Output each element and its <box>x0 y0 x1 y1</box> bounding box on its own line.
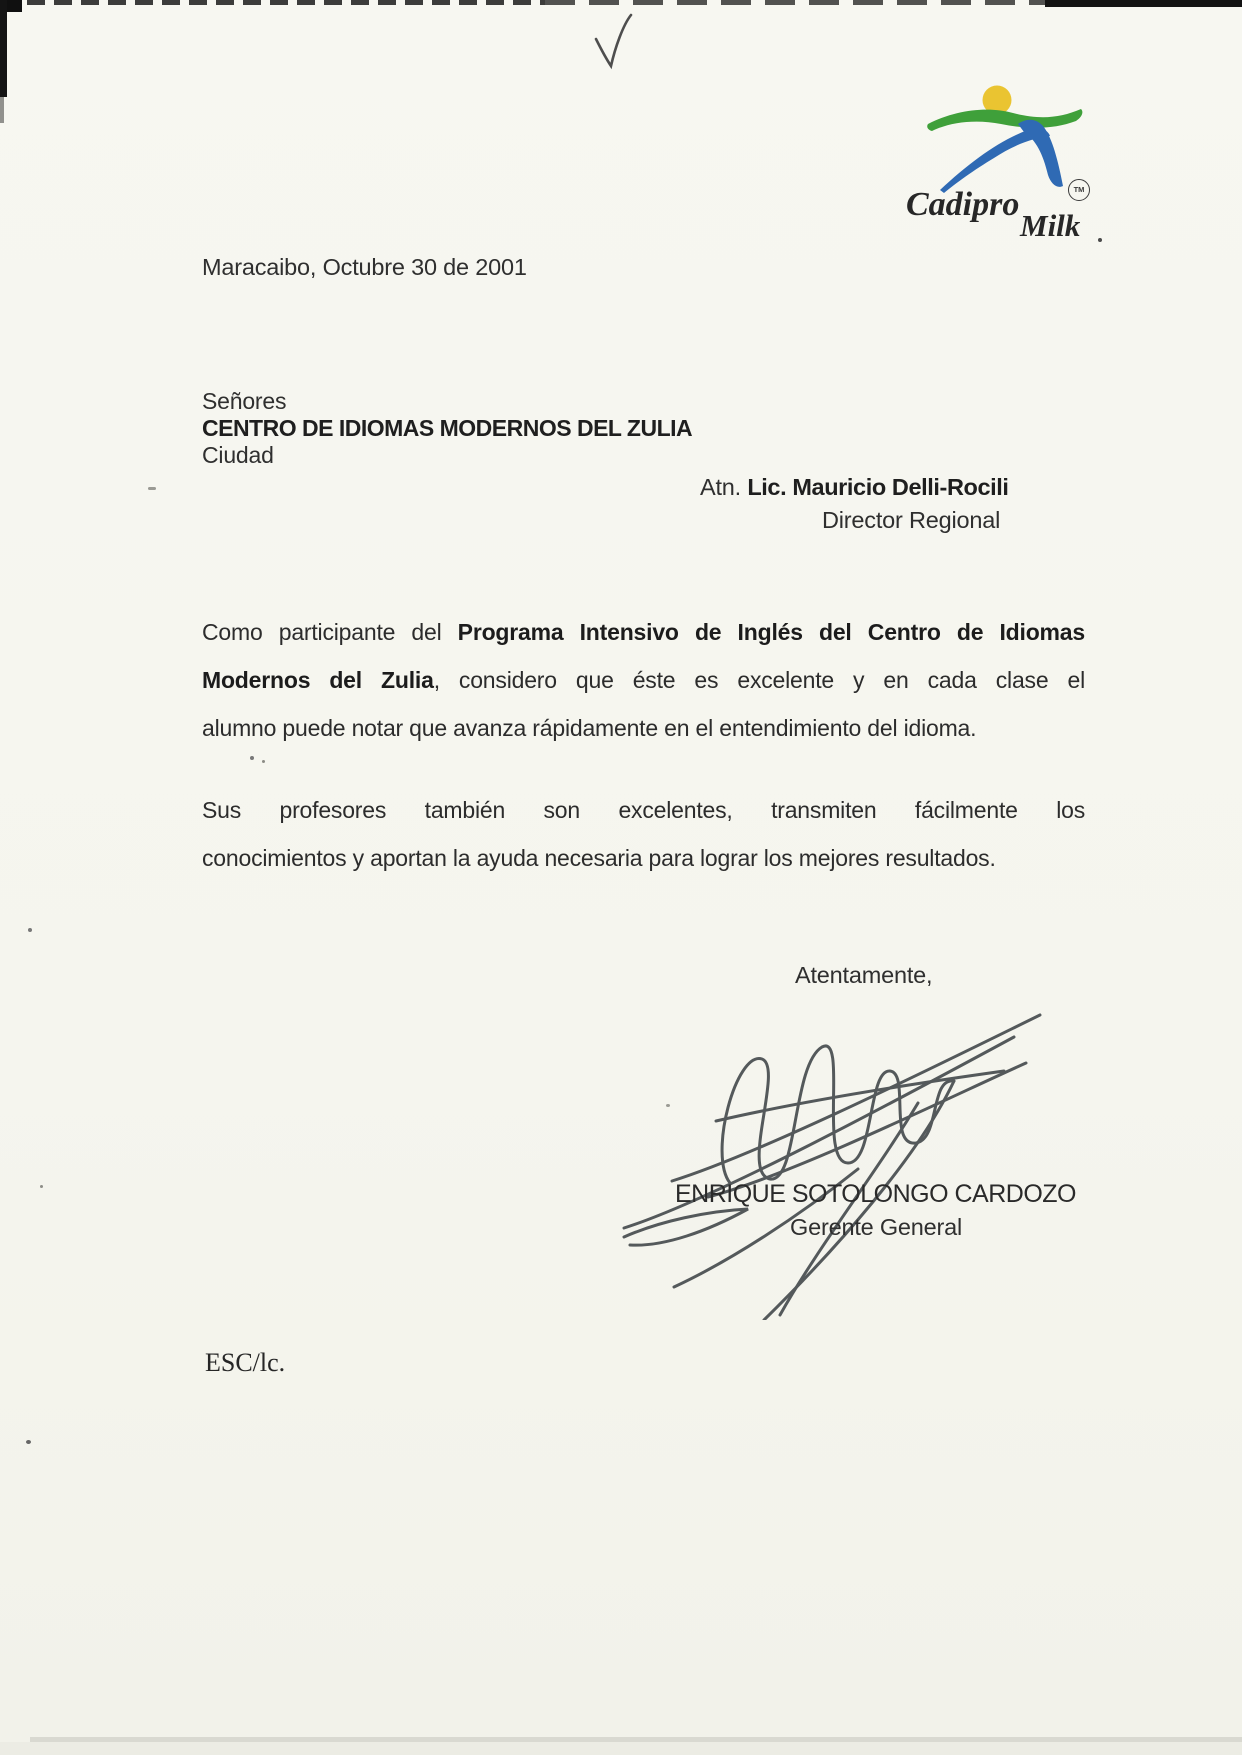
scan-artifact-bottom-edge <box>0 1742 1242 1755</box>
body-line <box>202 608 1085 656</box>
handwritten-checkmark-icon <box>592 12 634 70</box>
valediction: Atentamente, <box>795 962 933 988</box>
body-text: , considero que éste es excelente y en cada clase el <box>433 667 1085 693</box>
scan-speck <box>666 1104 670 1107</box>
scan-artifact-left-edge <box>0 0 7 97</box>
body-line: conocimientos y aportan la ayuda necesaria para lograr los mejores resultados. <box>202 845 996 871</box>
body-paragraph-1 <box>202 608 1085 752</box>
scan-artifact-left-edge-2 <box>0 97 4 123</box>
scan-speck <box>40 1185 43 1188</box>
body-text-bold: Modernos del Zulia <box>202 667 434 693</box>
dateline: Maracaibo, Octubre 30 de 2001 <box>202 254 527 280</box>
signer-name: ENRIQUE SOTOLONGO CARDOZO <box>675 1180 1076 1208</box>
reference-initials: ESC/lc. <box>205 1348 286 1377</box>
brand-period-dot <box>1098 238 1102 242</box>
trademark-badge: TM <box>1068 179 1090 201</box>
body-line <box>202 656 1085 704</box>
brand-name-primary: Cadipro <box>906 186 1020 223</box>
scan-speck <box>148 487 156 490</box>
body-line: Sus profesores también son excelentes, transmiten fácilmente los <box>202 797 1085 823</box>
recipient-organization: CENTRO DE IDIOMAS MODERNOS DEL ZULIA <box>202 415 693 441</box>
attention-title: Director Regional <box>822 507 1001 533</box>
cadipro-logo <box>900 80 1115 260</box>
signature-scribble <box>612 985 1052 1320</box>
body-line: alumno puede notar que avanza rápidamente en el entendimiento del idioma. <box>202 715 977 741</box>
brand-name-secondary: Milk <box>1020 208 1081 243</box>
logo-blue-swoosh-hook-icon <box>1018 120 1063 187</box>
scan-speck <box>26 1440 31 1444</box>
signer-title: Gerente General <box>790 1214 963 1240</box>
logo-green-wave-icon <box>927 109 1082 131</box>
body-text-bold: Programa Intensivo de Inglés del Centro de Idiomas <box>457 619 1085 645</box>
scan-speck <box>262 760 265 763</box>
attention-line <box>700 474 1009 501</box>
recipient-city: Ciudad <box>202 442 274 468</box>
scan-artifact-top-edge-right <box>1045 0 1242 7</box>
recipient-block <box>202 388 692 469</box>
attention-name: Lic. Mauricio Delli-Rocili <box>747 474 1009 500</box>
attention-prefix: Atn. <box>700 474 748 500</box>
scan-artifact-top-edge-mid <box>545 0 1045 5</box>
scan-speck <box>250 756 254 760</box>
recipient-salutation: Señores <box>202 388 287 414</box>
body-paragraph-2 <box>202 786 1085 882</box>
scan-artifact-top-edge-left <box>0 0 545 5</box>
scan-speck <box>28 928 32 932</box>
body-text: Como participante del <box>202 619 458 645</box>
